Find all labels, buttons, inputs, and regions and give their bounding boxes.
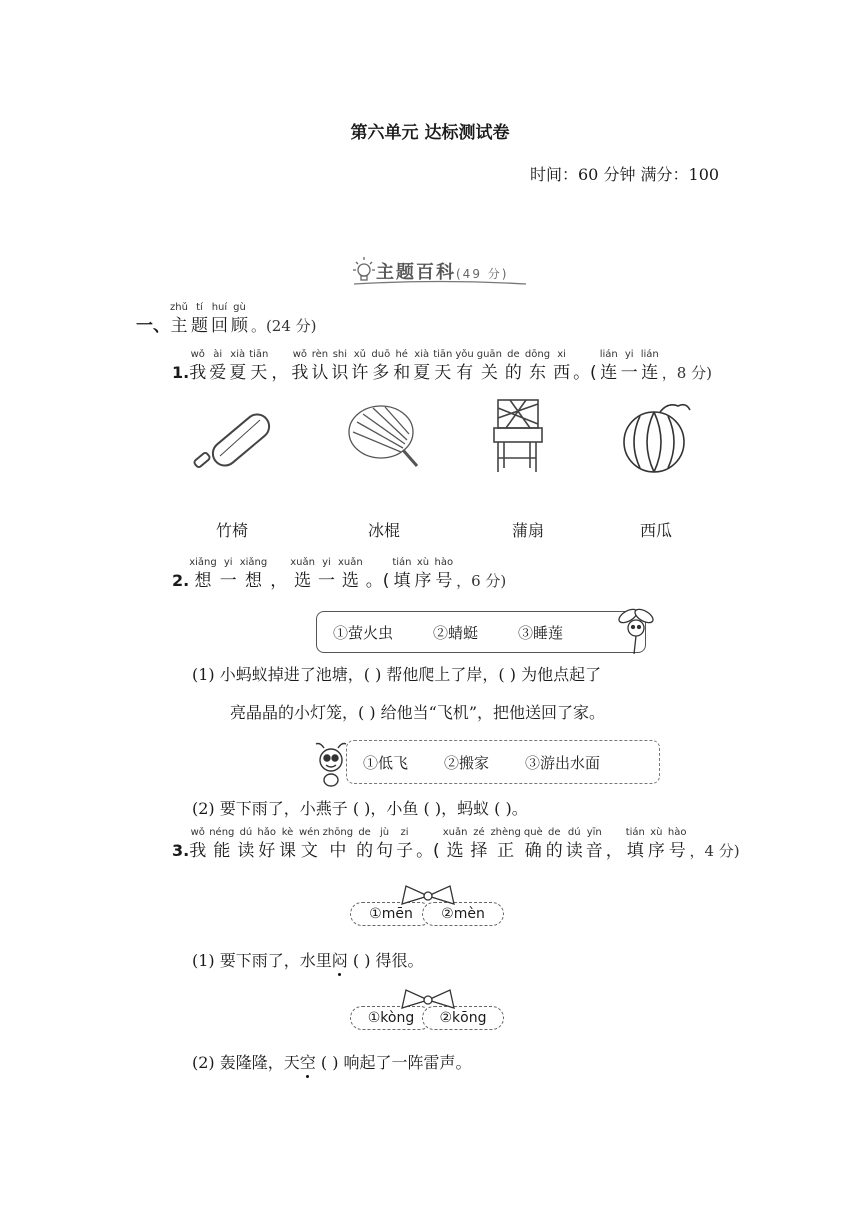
question-1 (172, 348, 712, 384)
hanzi: 好 (258, 841, 276, 861)
pinyin-unit (393, 348, 410, 384)
hanzi: 西 (553, 363, 571, 383)
pinyin-unit (209, 826, 234, 862)
pinyin: tiān (433, 349, 453, 360)
pinyin: zhèng (490, 827, 521, 838)
hanzi: 东 (528, 363, 546, 383)
hanzi: 填 (626, 841, 644, 861)
pinyin-unit (211, 301, 228, 337)
hanzi: 许 (351, 363, 369, 383)
pinyin-unit (648, 826, 665, 862)
pinyin: wǒ (190, 349, 205, 360)
hanzi: 号 (668, 841, 686, 861)
hanzi: 我 (189, 841, 207, 861)
q2-sub1-line2: 亮晶晶的小灯笼，( ) 给他当“飞机”，把他送回了家。 (230, 703, 606, 722)
pinyin: lián (599, 349, 618, 360)
q3-sub2-start: (2) 轰隆隆，天 (192, 1053, 300, 1072)
question-number: 2. (172, 571, 190, 590)
ant-icon (310, 740, 354, 790)
page-title: 第六单元 达标测试卷 (350, 123, 510, 143)
hanzi: 的 (545, 841, 563, 861)
pinyin-unit (323, 826, 353, 862)
hanzi: 句 (376, 841, 394, 861)
pinyin-unit (586, 826, 603, 862)
pinyin: tí (196, 302, 203, 313)
label-fan: 蒲扇 (512, 521, 545, 540)
pinyin: hào (434, 557, 454, 568)
hanzi: 爱 (209, 363, 227, 383)
hanzi: 音 (585, 841, 603, 861)
q3-sub2-target-char: 空 (299, 1053, 316, 1072)
hanzi: ， (605, 841, 623, 861)
pinyin: guān (476, 349, 502, 360)
hanzi: 中 (329, 841, 347, 861)
hanzi: 号 (435, 571, 453, 591)
question-2-score: ，6 分) (456, 572, 507, 590)
pinyin: yi (624, 349, 634, 360)
pinyin-unit (331, 348, 348, 384)
hanzi: 一 (317, 571, 335, 591)
hanzi: 顾 (230, 316, 248, 336)
hanzi: 识 (331, 363, 349, 383)
pinyin-unit (338, 556, 363, 592)
pinyin: xi (557, 349, 566, 360)
hanzi: 择 (470, 841, 488, 861)
option-swim-up: ③游出水面 (525, 753, 601, 772)
option-men-fourth-tone: ②mèn (422, 902, 504, 926)
pronunciation-choice-2 (350, 988, 510, 1038)
fan-icon (345, 400, 425, 472)
pinyin: tián (392, 557, 412, 568)
lightbulb-icon (353, 257, 375, 280)
hanzi: 序 (647, 841, 665, 861)
pinyin: shi (332, 349, 348, 360)
hanzi: 连 (641, 363, 659, 383)
hanzi: 子 (396, 841, 414, 861)
pinyin: yǒu (455, 349, 474, 360)
hanzi: 多 (372, 363, 390, 383)
part-one-score: 。(24 分) (250, 317, 317, 335)
question-number: 1. (172, 363, 190, 382)
hanzi: 天 (434, 363, 452, 383)
hanzi: 选 (294, 571, 312, 591)
label-bamboo-chair: 竹椅 (216, 521, 249, 540)
pinyin: dú (239, 827, 253, 838)
pinyin: lián (640, 349, 659, 360)
hanzi: 有 (456, 363, 474, 383)
q2-sub2: (2) 要下雨了，小燕子 ( )，小鱼 ( )，蚂蚁 ( )。 (192, 799, 528, 818)
hanzi: 填 (393, 571, 411, 591)
hanzi: 。( (573, 363, 597, 383)
option-fly-low: ①低飞 (363, 753, 409, 772)
part-one-title (170, 301, 251, 337)
hanzi: 和 (393, 363, 411, 383)
hanzi: 夏 (229, 363, 247, 383)
pinyin-unit (525, 348, 550, 384)
option-kong-first-tone: ②kōng (422, 1006, 504, 1030)
hanzi: 关 (480, 363, 498, 383)
pinyin-unit (376, 826, 393, 862)
hanzi: 选 (446, 841, 464, 861)
q3-sub1-start: (1) 要下雨了，水里 (192, 951, 332, 970)
q3-sub1-end: ( ) 得很。 (347, 951, 424, 970)
pinyin-unit (433, 348, 452, 384)
hanzi: 主 (170, 316, 188, 336)
pinyin-unit (291, 348, 308, 384)
pinyin-unit (392, 556, 411, 592)
hanzi: 正 (497, 841, 515, 861)
hanzi: 。( (365, 571, 390, 591)
pinyin: kè (281, 827, 294, 838)
hanzi: 题 (190, 316, 208, 336)
watermelon-icon (620, 398, 700, 478)
question-3-score: ，4 分) (689, 842, 740, 860)
dragonfly-icon (610, 604, 660, 660)
hanzi: 回 (210, 316, 228, 336)
pinyin: hǎo (257, 827, 276, 838)
pinyin-unit (668, 826, 687, 862)
pinyin: wǒ (190, 827, 205, 838)
pinyin: zi (400, 827, 409, 838)
bow-icon (398, 884, 458, 908)
option-firefly: ①萤火虫 (333, 623, 394, 642)
pinyin-unit (443, 826, 468, 862)
hanzi: 想 (244, 571, 262, 591)
hanzi: 想 (194, 571, 212, 591)
pinyin: huí (211, 302, 228, 313)
option-kong-fourth-tone: ①kòng (350, 1006, 432, 1030)
pinyin-unit (490, 826, 520, 862)
pinyin: xià (414, 349, 430, 360)
pinyin-unit (505, 348, 522, 384)
pinyin: xù (650, 827, 663, 838)
pinyin-unit (351, 348, 368, 384)
pinyin-unit (553, 348, 570, 384)
pinyin: jù (380, 827, 390, 838)
pinyin-unit (290, 556, 315, 592)
hanzi: 我 (291, 363, 309, 383)
pinyin-unit (279, 826, 296, 862)
pinyin-unit (189, 348, 206, 384)
pinyin: xuǎn (442, 827, 468, 838)
pinyin-unit (470, 826, 487, 862)
exam-meta: 时间：60 分钟 满分：100 (530, 165, 720, 184)
pinyin: zé (473, 827, 485, 838)
hanzi: 天 (250, 363, 268, 383)
pinyin: yi (322, 557, 331, 568)
bow-icon (398, 988, 458, 1012)
pinyin-unit (356, 826, 373, 862)
hanzi: 课 (279, 841, 296, 861)
hanzi: 我 (189, 363, 207, 383)
option-dragonfly: ②蜻蜓 (433, 623, 479, 642)
pinyin: xiǎng (239, 557, 268, 568)
hanzi: 夏 (413, 363, 431, 383)
pronunciation-choice-1 (350, 884, 510, 934)
pinyin-unit (189, 556, 217, 592)
pinyin: zhōng (322, 827, 354, 838)
pinyin-unit (435, 556, 454, 592)
pinyin-unit (170, 301, 188, 337)
hanzi: 的 (356, 841, 374, 861)
pinyin: duō (371, 349, 391, 360)
pinyin: dú (567, 827, 581, 838)
question-3 (172, 826, 740, 862)
section-heading (350, 254, 530, 288)
q3-sub1-target-char: 闷 (331, 951, 348, 970)
pinyin-unit (606, 826, 623, 862)
option-men-first-tone: ①mēn (350, 902, 432, 926)
pinyin-unit (189, 826, 206, 862)
pinyin-unit (524, 826, 543, 862)
pinyin-unit (413, 348, 430, 384)
part-number: 一、 (136, 316, 170, 336)
pinyin-unit (573, 348, 597, 384)
pinyin-unit (318, 556, 335, 592)
pinyin-unit (621, 348, 638, 384)
q3-sub2-end: ( ) 响起了一阵雷声。 (315, 1053, 472, 1072)
pinyin-unit (566, 826, 583, 862)
pinyin-unit (257, 826, 276, 862)
label-watermelon: 西瓜 (640, 521, 673, 540)
pinyin: xǔ (353, 349, 367, 360)
pinyin-unit (477, 348, 502, 384)
q3-sub1 (192, 950, 424, 972)
pinyin: ài (213, 349, 223, 360)
pinyin: hào (667, 827, 687, 838)
pinyin: de (507, 349, 520, 360)
options-box-b (346, 740, 660, 784)
option-water-lily: ③睡莲 (518, 623, 564, 642)
hanzi: 的 (504, 363, 522, 383)
hanzi: 。( (416, 841, 440, 861)
pinyin-unit (240, 556, 268, 592)
hanzi: 一 (620, 363, 638, 383)
pinyin: xuǎn (337, 557, 363, 568)
pinyin-unit (229, 348, 246, 384)
pinyin: yīn (586, 827, 602, 838)
pinyin-unit (600, 348, 618, 384)
pinyin: tián (625, 827, 645, 838)
pinyin-unit (237, 826, 254, 862)
pinyin: de (547, 827, 561, 838)
q2-sub1-line1: (1) 小蚂蚁掉进了池塘，( ) 帮他爬上了岸，( ) 为他点起了 (192, 665, 602, 684)
pinyin: gù (233, 302, 246, 313)
hanzi: 选 (341, 571, 359, 591)
hanzi: 读 (237, 841, 255, 861)
pinyin: néng (209, 827, 235, 838)
pinyin-unit (191, 301, 208, 337)
pinyin-unit (396, 826, 413, 862)
hanzi: 文 (300, 841, 318, 861)
option-move-house: ②搬家 (444, 753, 490, 772)
pinyin-unit (371, 348, 390, 384)
pinyin: què (523, 827, 543, 838)
hanzi: 认 (311, 363, 329, 383)
hanzi: 能 (213, 841, 231, 861)
hanzi: ， (270, 571, 288, 591)
pinyin-unit (220, 556, 237, 592)
pinyin-unit (231, 301, 248, 337)
question-number: 3. (172, 841, 190, 860)
section-score: (49 分) (456, 267, 509, 281)
question-1-text (189, 348, 662, 384)
q3-sub2 (192, 1052, 472, 1074)
hanzi: ， (271, 363, 289, 383)
pinyin: xià (230, 349, 246, 360)
pinyin-unit (626, 826, 645, 862)
options-box-a (316, 611, 646, 653)
pinyin-unit (416, 826, 440, 862)
section-name: 主题百科 (376, 262, 456, 283)
label-popsicle: 冰棍 (368, 521, 401, 540)
hanzi: 连 (600, 363, 618, 383)
part-one-heading (136, 301, 317, 337)
pinyin-unit (415, 556, 432, 592)
question-1-score: ，8 分) (661, 364, 712, 382)
pinyin: yi (223, 557, 233, 568)
pinyin: de (358, 827, 371, 838)
question-3-text (189, 826, 689, 862)
pinyin: tiān (249, 349, 269, 360)
pinyin-unit (270, 556, 287, 592)
pinyin-unit (366, 556, 390, 592)
bamboo-chair-icon (490, 396, 550, 476)
pinyin: xuǎn (290, 557, 315, 568)
question-2 (172, 556, 506, 592)
pinyin-unit (311, 348, 328, 384)
pinyin-unit (455, 348, 473, 384)
hanzi: 确 (524, 841, 542, 861)
question-2-text (189, 556, 456, 592)
pinyin: rèn (311, 349, 329, 360)
pinyin-unit (249, 348, 268, 384)
pinyin: wén (299, 827, 320, 838)
pinyin: xù (416, 557, 430, 568)
pinyin: wǒ (292, 349, 308, 360)
pinyin: xiǎng (189, 557, 217, 568)
pinyin-unit (209, 348, 226, 384)
hanzi: 序 (414, 571, 432, 591)
pinyin-unit (299, 826, 320, 862)
pinyin: zhǔ (170, 302, 188, 313)
pinyin-unit (546, 826, 563, 862)
pinyin-unit (271, 348, 288, 384)
pinyin: dōng (524, 349, 551, 360)
popsicle-icon (190, 398, 280, 473)
hanzi: 读 (565, 841, 583, 861)
hanzi: 一 (219, 571, 237, 591)
pinyin: hé (395, 349, 408, 360)
pinyin-unit (641, 348, 659, 384)
